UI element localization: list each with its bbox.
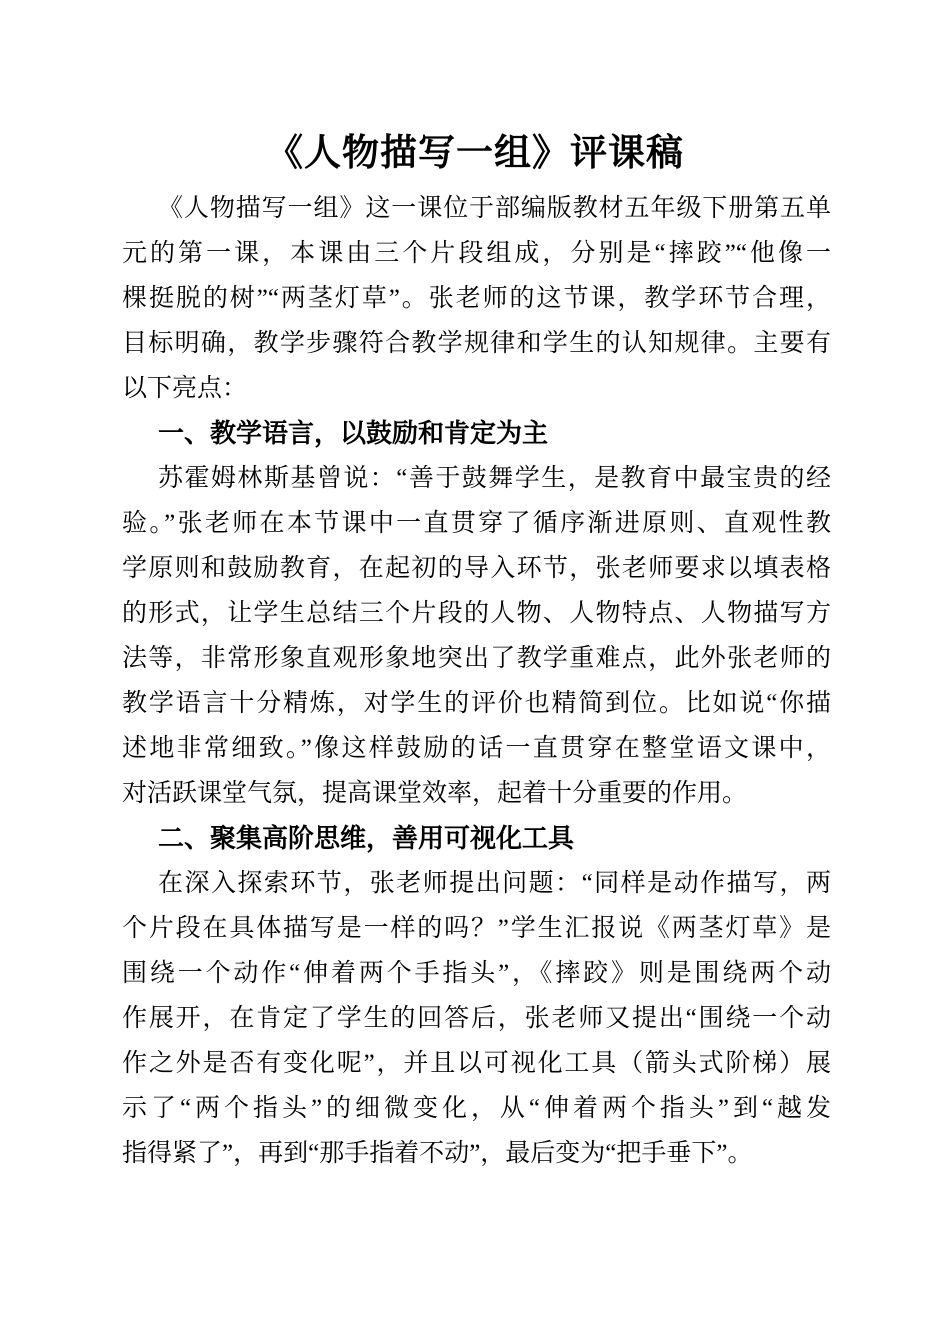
- text-line: 《人物描写一组》这一课位于部编版教材五年级下册第五单: [158, 195, 831, 222]
- text-line: 示了“两个指头”的细微变化，从“伸着两个指头”到“越发: [122, 1095, 831, 1122]
- text-line: 以下亮点：: [122, 375, 248, 402]
- text-line: 指得紧了”，再到“那手指着不动”，最后变为“把手垂下”。: [122, 1140, 753, 1167]
- text-line: 法等，非常形象直观形象地突出了教学重难点，此外张老师的: [122, 645, 831, 672]
- section-heading: 一、教学语言，以鼓励和肯定为主: [158, 418, 549, 448]
- text-line: 棵挺脱的树”“两茎灯草”。张老师的这节课，教学环节合理，: [122, 285, 831, 312]
- text-line: 述地非常细致。”像这样鼓励的话一直贯穿在整堂语文课中，: [122, 735, 831, 762]
- text-line: 对活跃课堂气氛，提高课堂效率，起着十分重要的作用。: [122, 780, 748, 807]
- text-line: 围绕一个动作“伸着两个手指头”，《摔跤》则是围绕两个动: [122, 960, 831, 987]
- text-line: 目标明确，教学步骤符合教学规律和学生的认知规律。主要有: [122, 330, 831, 357]
- text-line: 个片段在具体描写是一样的吗？”学生汇报说《两茎灯草》是: [122, 915, 831, 942]
- text-column: [122, 186, 831, 1176]
- text-line: 作展开，在肯定了学生的回答后，张老师又提出“围绕一个动: [122, 1005, 831, 1032]
- text-line: 苏霍姆林斯基曾说：“善于鼓舞学生，是教育中最宝贵的经: [158, 465, 831, 492]
- text-line: 作之外是否有变化呢”，并且以可视化工具（箭头式阶梯）展: [122, 1050, 831, 1077]
- document-title: 《人物描写一组》评课稿: [266, 133, 684, 174]
- text-line: 学原则和鼓励教育，在起初的导入环节，张老师要求以填表格: [122, 555, 831, 582]
- text-line: 教学语言十分精炼，对学生的评价也精简到位。比如说“你描: [122, 690, 831, 717]
- section-heading: 二、聚集高阶思维，善用可视化工具: [158, 823, 575, 853]
- text-line: 在深入探索环节，张老师提出问题：“同样是动作描写，两: [158, 870, 831, 897]
- text-line: 验。”张老师在本节课中一直贯穿了循序渐进原则、直观性教: [122, 510, 831, 537]
- text-line: 元的第一课，本课由三个片段组成，分别是“摔跤”“他像一: [122, 240, 831, 267]
- text-line: 的形式，让学生总结三个片段的人物、人物特点、人物描写方: [122, 600, 831, 627]
